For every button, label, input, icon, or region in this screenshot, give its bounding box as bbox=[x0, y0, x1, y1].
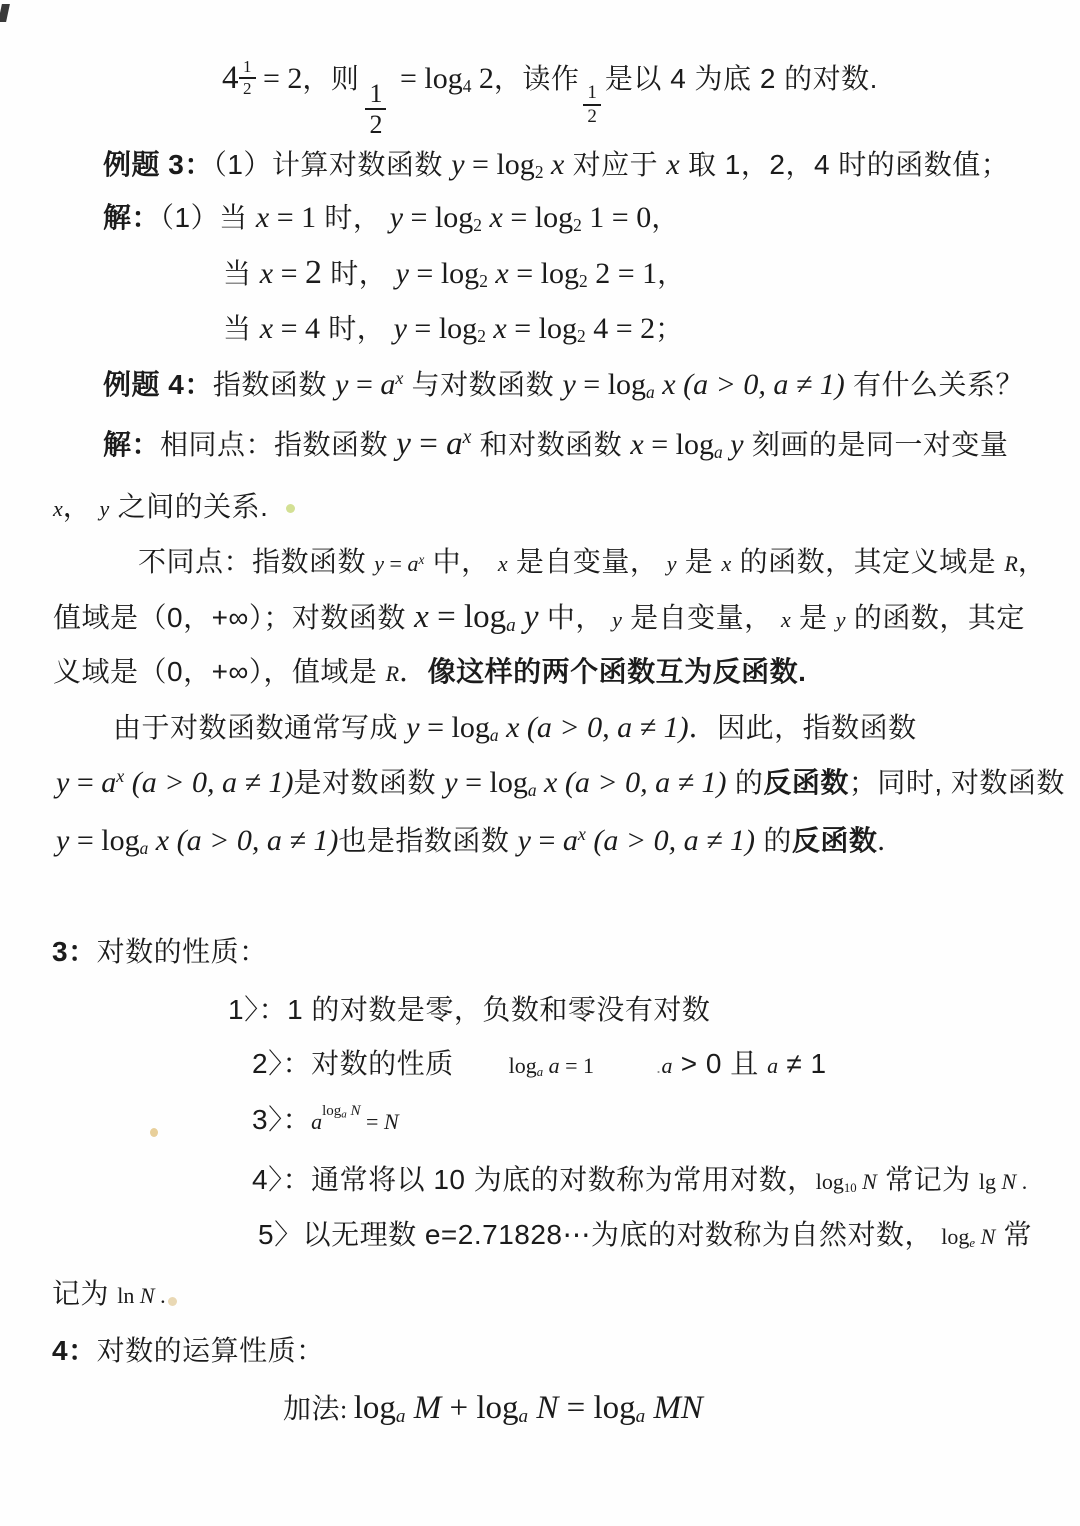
math-text: lg bbox=[978, 1169, 997, 1194]
cjk-text: ． bbox=[399, 656, 428, 687]
cjk-text: 是自变量， bbox=[621, 602, 781, 633]
solution-3-line-3 bbox=[223, 310, 684, 348]
section-number: 4： bbox=[52, 1335, 97, 1366]
math-text: = log bbox=[457, 766, 528, 799]
log-base-subscript: a bbox=[506, 615, 516, 637]
math-text: . bbox=[1016, 1169, 1028, 1194]
math-text: log bbox=[815, 1169, 844, 1194]
cjk-text: （1）计算对数函数 bbox=[212, 149, 452, 180]
cjk-text: 不同点：指数函数 bbox=[138, 546, 375, 577]
fraction bbox=[583, 83, 601, 127]
cjk-text: ，则 bbox=[302, 63, 360, 94]
math-var: a bbox=[543, 1053, 560, 1078]
section-title: 对数的运算性质： bbox=[96, 1335, 325, 1366]
log-base-subscript: a bbox=[395, 1406, 406, 1428]
example-label: 例题 4： bbox=[103, 369, 213, 400]
math-text: log bbox=[508, 1053, 537, 1078]
math-text: = log bbox=[464, 148, 535, 181]
math-var: y bbox=[562, 368, 576, 401]
math-var: y bbox=[396, 426, 411, 462]
math-var: N bbox=[996, 1169, 1017, 1194]
math-var: x bbox=[259, 257, 274, 290]
math-var: a bbox=[661, 1053, 673, 1078]
cjk-text: 常记为 bbox=[876, 1164, 979, 1195]
math-var: x bbox=[721, 551, 732, 576]
math-text: log bbox=[941, 1224, 970, 1249]
math-text: = 4 bbox=[273, 312, 321, 345]
log-base-subscript: a bbox=[518, 1406, 529, 1428]
math-text: = log bbox=[506, 312, 577, 345]
math-text: = log bbox=[643, 428, 715, 461]
math-var: y bbox=[406, 711, 420, 744]
cjk-text: 1〉：1 的对数是零，负数和零没有对数 bbox=[228, 994, 711, 1025]
math-var: y bbox=[395, 257, 409, 290]
fraction-denominator: 2 bbox=[243, 78, 252, 98]
cjk-text: 刻画的是同一对变量 bbox=[743, 429, 1009, 460]
math-text: = log bbox=[508, 257, 579, 290]
math-var: x bbox=[498, 711, 520, 744]
property-4 bbox=[252, 1162, 1027, 1197]
cjk-text: 之间的关系. bbox=[109, 491, 269, 522]
log-base-subscript: 2 bbox=[534, 161, 544, 182]
math-text: = bbox=[69, 766, 102, 799]
math-base: 4 bbox=[222, 60, 239, 96]
math-var: x bbox=[487, 257, 509, 290]
math-var: y bbox=[451, 148, 465, 181]
math-condition: (a > 0, a ≠ 1) bbox=[124, 766, 294, 799]
solution-4-diff-points bbox=[138, 544, 1046, 579]
math-var: x bbox=[536, 766, 558, 799]
math-condition: (a > 0, a ≠ 1) bbox=[519, 711, 689, 744]
fraction-denominator: 2 bbox=[587, 105, 597, 127]
math-var: y bbox=[374, 551, 385, 576]
cjk-text: 的函数，其定义域是 bbox=[731, 546, 1005, 577]
section-4-heading bbox=[52, 1333, 325, 1368]
math-text: 1 = 0 bbox=[581, 201, 652, 234]
solution-3-line-2 bbox=[223, 252, 686, 295]
exponent-group bbox=[322, 1103, 360, 1119]
log-base-subscript: 2 bbox=[477, 325, 486, 346]
math-condition: (a > 0, a ≠ 1) bbox=[169, 824, 339, 857]
scan-artifact-dot bbox=[286, 504, 295, 513]
cjk-text: 时， bbox=[316, 202, 390, 233]
cjk-text: 是对数函数 bbox=[293, 767, 445, 798]
math-var: a bbox=[562, 824, 578, 857]
math-var: N bbox=[856, 1169, 877, 1194]
math-var: R bbox=[385, 661, 400, 686]
log-base-subscript: a bbox=[527, 779, 537, 800]
math-var: x bbox=[497, 551, 508, 576]
math-var: a bbox=[767, 1053, 779, 1078]
math-text: 2 = 1 bbox=[587, 257, 658, 290]
cjk-text: 值域是（0，+∞）；对数函数 bbox=[53, 602, 415, 633]
exponent: x bbox=[577, 824, 586, 845]
fraction-exponent bbox=[239, 58, 256, 98]
math-text: = log bbox=[575, 368, 647, 401]
math-var: y bbox=[335, 368, 349, 401]
math-text: log bbox=[322, 1103, 342, 1119]
math-var: y bbox=[612, 607, 622, 632]
cjk-text: > 0 且 bbox=[672, 1048, 768, 1079]
log-base-subscript: 10 bbox=[843, 1180, 857, 1195]
log-base-subscript: 2 bbox=[573, 214, 582, 235]
cjk-text: 对应于 bbox=[564, 149, 667, 180]
scan-dot: . bbox=[656, 1057, 662, 1077]
math-text: = log bbox=[419, 711, 490, 744]
cjk-text: 5〉以无理数 e=2.71828⋯为底的对数称为自然对数， bbox=[258, 1219, 942, 1250]
section-number: 3： bbox=[52, 936, 97, 967]
property-1 bbox=[228, 992, 710, 1027]
cjk-text: 时， bbox=[322, 258, 396, 289]
math-text: = 1 bbox=[269, 201, 317, 234]
math-var: y bbox=[835, 607, 846, 632]
math-var: y bbox=[389, 201, 404, 234]
math-var: x bbox=[654, 368, 676, 401]
log-base-subscript: 2 bbox=[578, 270, 588, 291]
log-base-subscript: e bbox=[969, 1235, 976, 1250]
exponent: x bbox=[462, 426, 472, 449]
cjk-text: ， bbox=[62, 491, 100, 522]
log-base-subscript: a bbox=[536, 1064, 544, 1079]
math-var: y bbox=[56, 824, 70, 857]
log-base-subscript: a bbox=[341, 1108, 347, 1121]
emphasis-text: 像这样的两个函数互为反函数. bbox=[427, 656, 807, 687]
cjk-text: ； bbox=[655, 313, 684, 344]
cjk-text: 的 bbox=[755, 825, 792, 856]
solution-label: 解： bbox=[103, 202, 161, 233]
math-var: y bbox=[722, 428, 744, 461]
cjk-text: ， bbox=[657, 258, 686, 289]
property-2 bbox=[252, 1046, 827, 1081]
math-text: = log bbox=[558, 1390, 636, 1426]
log-base-subscript: a bbox=[714, 441, 723, 462]
formula-4-sqrt bbox=[222, 58, 878, 139]
math-text: log bbox=[353, 1390, 396, 1426]
solution-4-same-points bbox=[103, 424, 1008, 465]
math-text: : bbox=[340, 1395, 354, 1424]
cjk-text: 4〉：通常将以 10 为底的对数称为常用对数， bbox=[252, 1164, 816, 1195]
exponent: x bbox=[418, 551, 425, 567]
cjk-text: ， bbox=[1017, 546, 1047, 577]
math-var: N bbox=[528, 1390, 559, 1426]
cjk-text: 的 bbox=[726, 767, 764, 798]
math-var: y bbox=[666, 551, 677, 576]
math-text: = log bbox=[502, 201, 574, 234]
math-var: x bbox=[481, 201, 503, 234]
cjk-text: 是 bbox=[790, 602, 836, 633]
math-text: = log bbox=[408, 257, 480, 290]
math-condition: (a > 0, a ≠ 1) bbox=[585, 824, 756, 857]
solution-4-same-points-cont bbox=[53, 489, 268, 524]
cjk-text: 记为 bbox=[52, 1278, 118, 1309]
emphasis-text: 反函数 bbox=[791, 825, 878, 856]
math-text: = bbox=[384, 551, 408, 576]
math-var: y bbox=[517, 824, 531, 857]
cjk-text: 当 bbox=[223, 258, 260, 289]
math-text: . bbox=[154, 1283, 166, 1308]
cjk-text: 指数函数 bbox=[212, 369, 336, 400]
log-base-subscript: a bbox=[635, 1406, 646, 1428]
cjk-text: 是 bbox=[676, 546, 722, 577]
property-5-cont bbox=[52, 1276, 166, 1311]
math-text: = bbox=[273, 257, 306, 290]
math-text: = bbox=[360, 1109, 384, 1134]
fraction-numerator: 1 bbox=[365, 80, 386, 110]
log-base-subscript: a bbox=[489, 724, 499, 745]
cjk-text: 是自变量， bbox=[507, 546, 667, 577]
math-text: 4 = 2 bbox=[585, 312, 656, 345]
cjk-text: 由于对数函数通常写成 bbox=[113, 712, 407, 743]
cjk-text: ．因此，指数函数 bbox=[688, 712, 917, 743]
math-var: a bbox=[380, 368, 396, 401]
exponent: x bbox=[395, 368, 404, 389]
log-base-subscript: a bbox=[139, 837, 149, 858]
log-base-subscript: 4 bbox=[462, 75, 472, 96]
inverse-function-para-2 bbox=[56, 764, 1065, 802]
cjk-text: ， bbox=[651, 202, 680, 233]
cjk-text: 2〉：对数的性质 bbox=[252, 1048, 454, 1079]
math-var: x bbox=[148, 824, 170, 857]
log-base-subscript: a bbox=[646, 381, 655, 402]
math-var: x bbox=[414, 599, 429, 635]
cjk-text: ≠ 1 bbox=[778, 1048, 827, 1079]
fraction-denominator: 2 bbox=[369, 110, 383, 140]
math-var: N bbox=[383, 1109, 399, 1134]
solution-4-diff-points-cont-2 bbox=[53, 654, 806, 689]
math-var: N bbox=[975, 1224, 996, 1249]
exponent: x bbox=[116, 766, 125, 787]
math-text: = 2 bbox=[255, 62, 303, 95]
math-text: + log bbox=[441, 1390, 519, 1426]
math-text: = bbox=[348, 368, 381, 401]
math-var: R bbox=[1004, 551, 1018, 576]
rule-label: 加法 bbox=[283, 1393, 341, 1424]
math-var: M bbox=[405, 1390, 442, 1426]
cjk-text: 相同点：指数函数 bbox=[160, 429, 397, 460]
math-var: x bbox=[259, 312, 274, 345]
math-var: x bbox=[666, 148, 680, 181]
math-var: a bbox=[446, 426, 463, 462]
math-var: x bbox=[630, 428, 644, 461]
scan-artifact-dot bbox=[168, 1297, 177, 1306]
math-var: y bbox=[99, 496, 110, 521]
section-title: 对数的性质： bbox=[96, 936, 268, 967]
property-5 bbox=[258, 1217, 1032, 1252]
math-var: y bbox=[444, 766, 458, 799]
math-var: N bbox=[134, 1283, 155, 1308]
solution-4-diff-points-cont-1 bbox=[53, 597, 1025, 638]
example-4-heading bbox=[103, 366, 1024, 404]
emphasis-text: 反函数 bbox=[763, 767, 849, 798]
cjk-text: 与对数函数 bbox=[403, 369, 563, 400]
cjk-text: 也是指数函数 bbox=[338, 825, 518, 856]
inverse-function-para-1 bbox=[113, 709, 917, 747]
fraction-numerator: 1 bbox=[583, 83, 601, 106]
math-var: y bbox=[515, 599, 539, 635]
math-var: MN bbox=[645, 1390, 703, 1426]
fraction-numerator: 1 bbox=[239, 58, 256, 79]
scan-speck bbox=[0, 4, 10, 22]
math-var: y bbox=[393, 312, 407, 345]
math-var: a bbox=[101, 766, 117, 799]
cjk-text: 取 1，2，4 时的函数值； bbox=[679, 149, 1010, 180]
math-condition: (a > 0, a ≠ 1) bbox=[675, 368, 845, 401]
math-var: y bbox=[56, 766, 70, 799]
math-text: = log bbox=[392, 62, 463, 95]
property-3 bbox=[252, 1102, 399, 1137]
math-text: = log bbox=[403, 201, 474, 234]
math-condition: (a > 0, a ≠ 1) bbox=[557, 766, 727, 799]
cjk-text: 的函数，其定 bbox=[845, 602, 1025, 633]
example-label: 例题 3： bbox=[103, 149, 213, 180]
math-var: x bbox=[543, 148, 565, 181]
solution-label: 解： bbox=[103, 429, 161, 460]
cjk-text: 和对数函数 bbox=[471, 429, 631, 460]
math-text: = log bbox=[428, 599, 507, 635]
log-base-subscript: 2 bbox=[576, 325, 586, 346]
cjk-text: 有什么关系？ bbox=[844, 369, 1025, 400]
cjk-text: 3〉： bbox=[252, 1104, 312, 1135]
solution-3-line-1 bbox=[103, 199, 680, 237]
math-text: = bbox=[410, 426, 447, 462]
cjk-text: 时， bbox=[320, 313, 394, 344]
cjk-text: 是以 4 为底 2 的对数. bbox=[604, 63, 878, 94]
math-var: x bbox=[255, 201, 270, 234]
log-base-subscript: 2 bbox=[473, 214, 482, 235]
cjk-text: 中， bbox=[424, 546, 498, 577]
math-text: 2 bbox=[305, 254, 323, 291]
cjk-text: 中， bbox=[538, 602, 613, 633]
math-var: N bbox=[346, 1103, 361, 1119]
section-3-heading bbox=[52, 934, 268, 969]
cjk-text: 常 bbox=[995, 1219, 1033, 1250]
math-text: ln bbox=[117, 1283, 135, 1308]
math-var: a bbox=[311, 1109, 323, 1134]
addition-rule-formula bbox=[283, 1388, 703, 1429]
math-var: x bbox=[780, 607, 791, 632]
math-text: = 1 bbox=[559, 1053, 594, 1078]
math-text: 2 bbox=[471, 62, 494, 95]
cjk-text: 义域是（0，+∞），值域是 bbox=[53, 656, 386, 687]
math-var: x bbox=[485, 312, 507, 345]
math-text: = log bbox=[69, 824, 140, 857]
example-3-heading bbox=[103, 146, 1009, 184]
math-text: = log bbox=[406, 312, 478, 345]
scan-artifact-dot bbox=[150, 1128, 158, 1137]
math-text: = bbox=[530, 824, 563, 857]
log-base-subscript: 2 bbox=[479, 270, 488, 291]
cjk-text: （1）当 bbox=[160, 202, 256, 233]
cjk-text: ，读作 bbox=[493, 63, 580, 94]
math-var: a bbox=[407, 551, 419, 576]
cjk-text: ；同时, 对数函数 bbox=[848, 767, 1065, 798]
inverse-function-para-3 bbox=[56, 822, 885, 860]
cjk-text: 当 bbox=[223, 313, 260, 344]
fraction bbox=[365, 80, 386, 139]
math-text: . bbox=[877, 824, 885, 857]
math-var: x bbox=[53, 496, 63, 521]
